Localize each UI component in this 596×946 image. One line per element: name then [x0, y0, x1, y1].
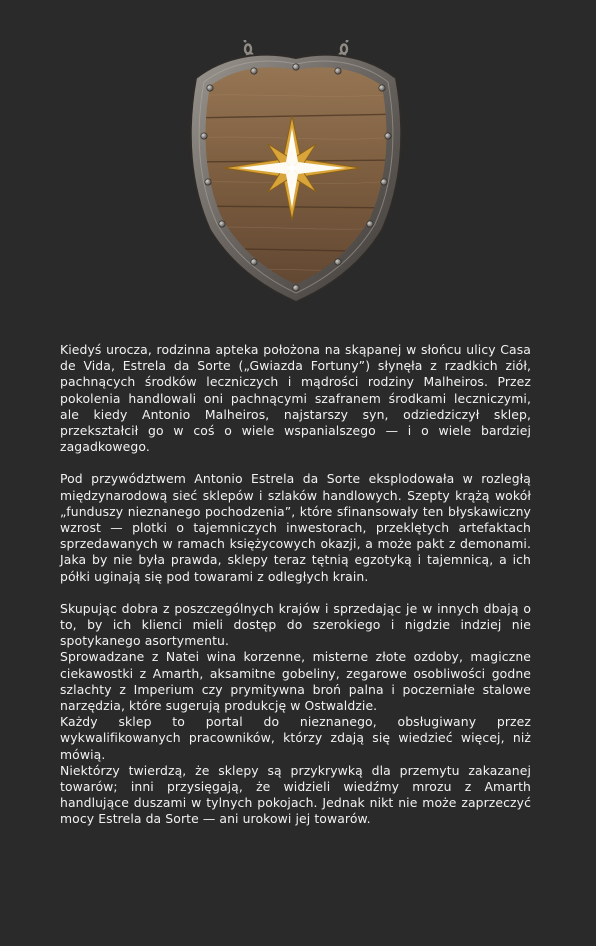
paragraph-shops: Każdy sklep to portal do nieznanego, obsługiwany przez wykwalifikowanych pracowników, którzy zdają się wiedzieć więcej, niż mówią.	[60, 714, 531, 762]
spacer	[60, 455, 531, 471]
star-shield-icon	[188, 40, 404, 302]
story-text	[60, 342, 531, 828]
paragraph-goods: Sprowadzane z Natei wina korzenne, misterne złote ozdoby, magiczne ciekawostki z Amarth, aksamitne gobeliny, zegarowe osobliwości godne szlachty z Imperium czy prymitywna broń palna i poczerniałe stalowe narzędzia, które sugerują produkcję w Ostwaldzie.	[60, 649, 531, 714]
paragraph-trade: Skupując dobra z poszczególnych krajów i sprzedając je w innych dbają o to, by ich klienci mieli dostęp do szerokiego i nigdzie indziej nie spotykanego asortymentu.	[60, 600, 531, 649]
paragraph-expansion: Pod przywództwem Antonio Estrela da Sorte eksplodowała w rozległą międzynarodową sieć sklepów i szlaków handlowych. Szepty krążą wokół „funduszy nieznanego pochodzenia”, które sfinansowały ten błyskawiczny wzrost — plotki o tajemniczych inwestorach, przeklętych artefaktach sprzedawanych w ramach księżycowych okazji, a może pakt z demonami. Jaka by nie była prawda, sklepy teraz tętnią egzotyką i tajemnicą, a ich półki uginają się pod towarami z odległych krain.	[60, 471, 531, 584]
spacer	[60, 585, 531, 601]
paragraph-rumors: Niektórzy twierdzą, że sklepy są przykrywką dla przemytu zakazanej towarów; inni przysięgają, że widzieli wiedźmy mrozu z Amarth handlujące duszami w tylnych pokojach. Jednak nikt nie może zaprzeczyć mocy Estrela da Sorte — ani urokowi jej towarów.	[60, 762, 531, 827]
paragraph-origins: Kiedyś urocza, rodzinna apteka położona na skąpanej w słońcu ulicy Casa de Vida, Estrela da Sorte („Gwiazda Fortuny”) słynęła z rzadkich ziół, pachnących środków leczniczych i mądrości rodziny Malheiros. Przez pokolenia handlowali oni pachnącymi szafranem środkami leczniczymi, ale kiedy Antonio Malheiros, najstarszy syn, odziedziczył sklep, przekształcił go w coś o wiele wspanialszego — i o wiele bardziej zagadkowego.	[60, 342, 531, 455]
